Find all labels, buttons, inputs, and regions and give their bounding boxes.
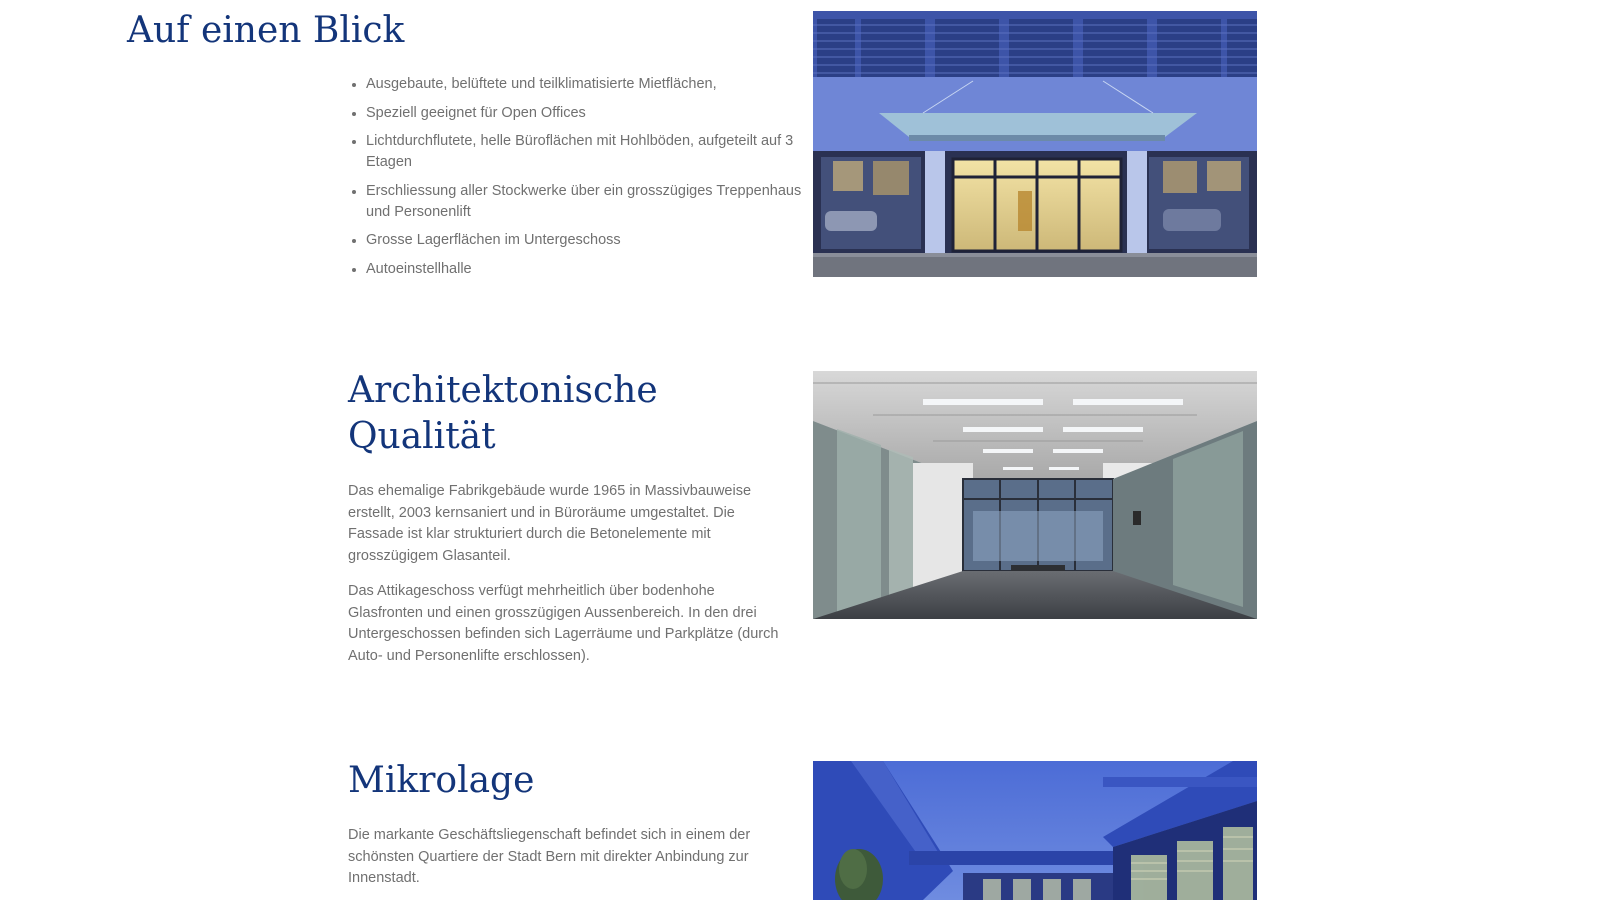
rooftop-terrace-photo [813,761,1257,900]
title-line: Qualität [348,416,496,457]
list-item: • Ausgebaute, belüftete und teilklimatisierte Mietflächen, [366,74,806,95]
building-entrance-photo [813,11,1257,277]
paragraph: Die markante Geschäftsliegenschaft befindet sich in einem der schönsten Quartiere der Stadt Bern mit direkter Anbindung zur Innenstadt. [348,827,751,886]
list-item: • Speziell geeignet für Open Offices [366,103,806,124]
title-line: Architektonische [348,370,658,411]
section-title-auf-einen-blick: Auf einen Blick [127,10,405,51]
list-item: • Lichtdurchflutete, helle Büroflächen mit Hohlböden, aufgeteilt auf 3 Etagen [366,131,806,173]
feature-list [344,74,806,287]
list-item: • Erschliessung aller Stockwerke über ein grosszügiges Treppenhaus und Personenlift [366,181,806,223]
lobby-interior-photo [813,371,1257,619]
paragraph: Das Attikageschoss verfügt mehrheitlich über bodenhohe Glasfronten und einen grosszügigen Aussenbereich. In den drei Untergeschossen befinden sich Lagerräume und Parkplätze (durch Auto- und Personenlifte erschlossen). [348,583,779,664]
list-item: • Grosse Lagerflächen im Untergeschoss [366,230,806,251]
list-item: • Autoeinstellhalle [366,259,806,280]
section-title-architektonische-qualitaet [348,368,658,460]
paragraph: Das ehemalige Fabrikgebäude wurde 1965 in Massivbauweise erstellt, 2003 kernsaniert und in Büroräume umgestaltet. Die Fassade ist klar strukturiert durch die Betonelemente mit grosszügigem Glasanteil. [348,483,752,564]
section-title-mikrolage: Mikrolage [348,760,535,801]
